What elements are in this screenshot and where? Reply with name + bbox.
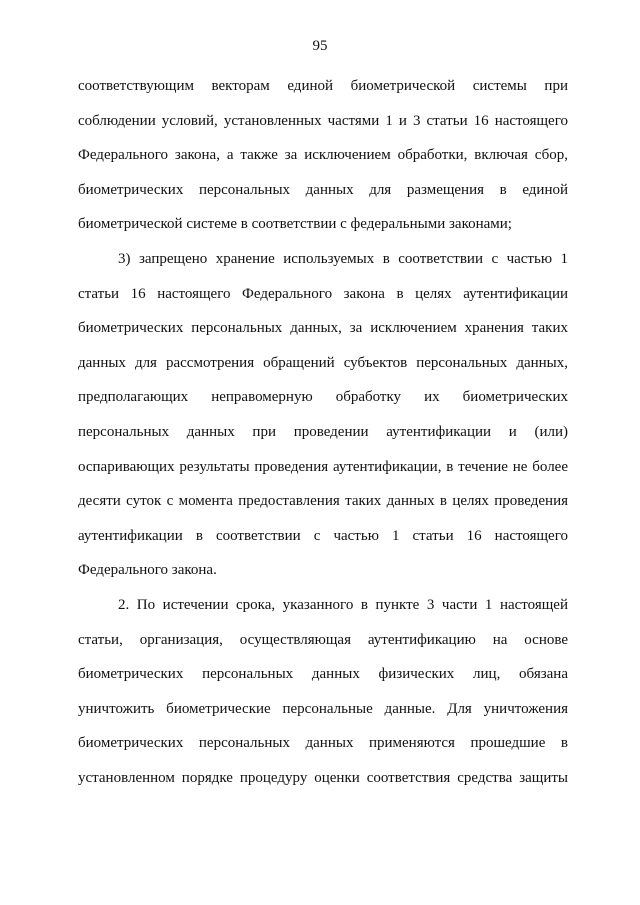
text-line: биометрических персональных данных для размещения в единой: [78, 181, 568, 198]
text-line: биометрической системе в соответствии с федеральными законами;: [78, 216, 512, 233]
text-line: Федерального закона.: [78, 562, 217, 579]
text-line: статьи, организация, осуществляющая аутентификацию на основе: [78, 631, 568, 648]
text-line: данных для рассмотрения обращений субъектов персональных данных,: [78, 354, 568, 371]
page-number: 95: [312, 38, 328, 54]
text-line: соответствующим векторам единой биометрической системы при: [78, 78, 568, 94]
text-line: биометрических персональных данных физических лиц, обязана: [78, 666, 568, 683]
paragraph-first-line: 2. По истечении срока, указанного в пункте 3 части 1 настоящей: [118, 596, 568, 613]
text-line: Федерального закона, а также за исключением обработки, включая сбор,: [78, 147, 568, 164]
text-line: статьи 16 настоящего Федерального закона в целях аутентификации: [78, 285, 568, 302]
text-line: аутентификации в соответствии с частью 1 статьи 16 настоящего: [78, 527, 568, 544]
text-line: персональных данных при проведении аутентификации и (или): [78, 423, 568, 440]
document-body: [78, 76, 568, 802]
text-line: соблюдении условий, установленных частями 1 и 3 статьи 16 настоящего: [78, 112, 568, 129]
text-line: предполагающих неправомерную обработку их биометрических: [78, 389, 568, 406]
text-line: биометрических персональных данных применяются прошедшие в: [78, 735, 568, 752]
text-line: биометрических персональных данных, за исключением хранения таких: [78, 320, 568, 337]
text-line: установленном порядке процедуру оценки соответствия средства защиты: [78, 769, 568, 786]
paragraph-first-line: 3) запрещено хранение используемых в соответствии с частью 1: [118, 250, 568, 267]
text-line: уничтожить биометрические персональные данные. Для уничтожения: [78, 700, 568, 717]
text-line: оспаривающих результаты проведения аутентификации, в течение не более: [78, 458, 568, 475]
text-line: десяти суток с момента предоставления таких данных в целях проведения: [78, 493, 568, 510]
